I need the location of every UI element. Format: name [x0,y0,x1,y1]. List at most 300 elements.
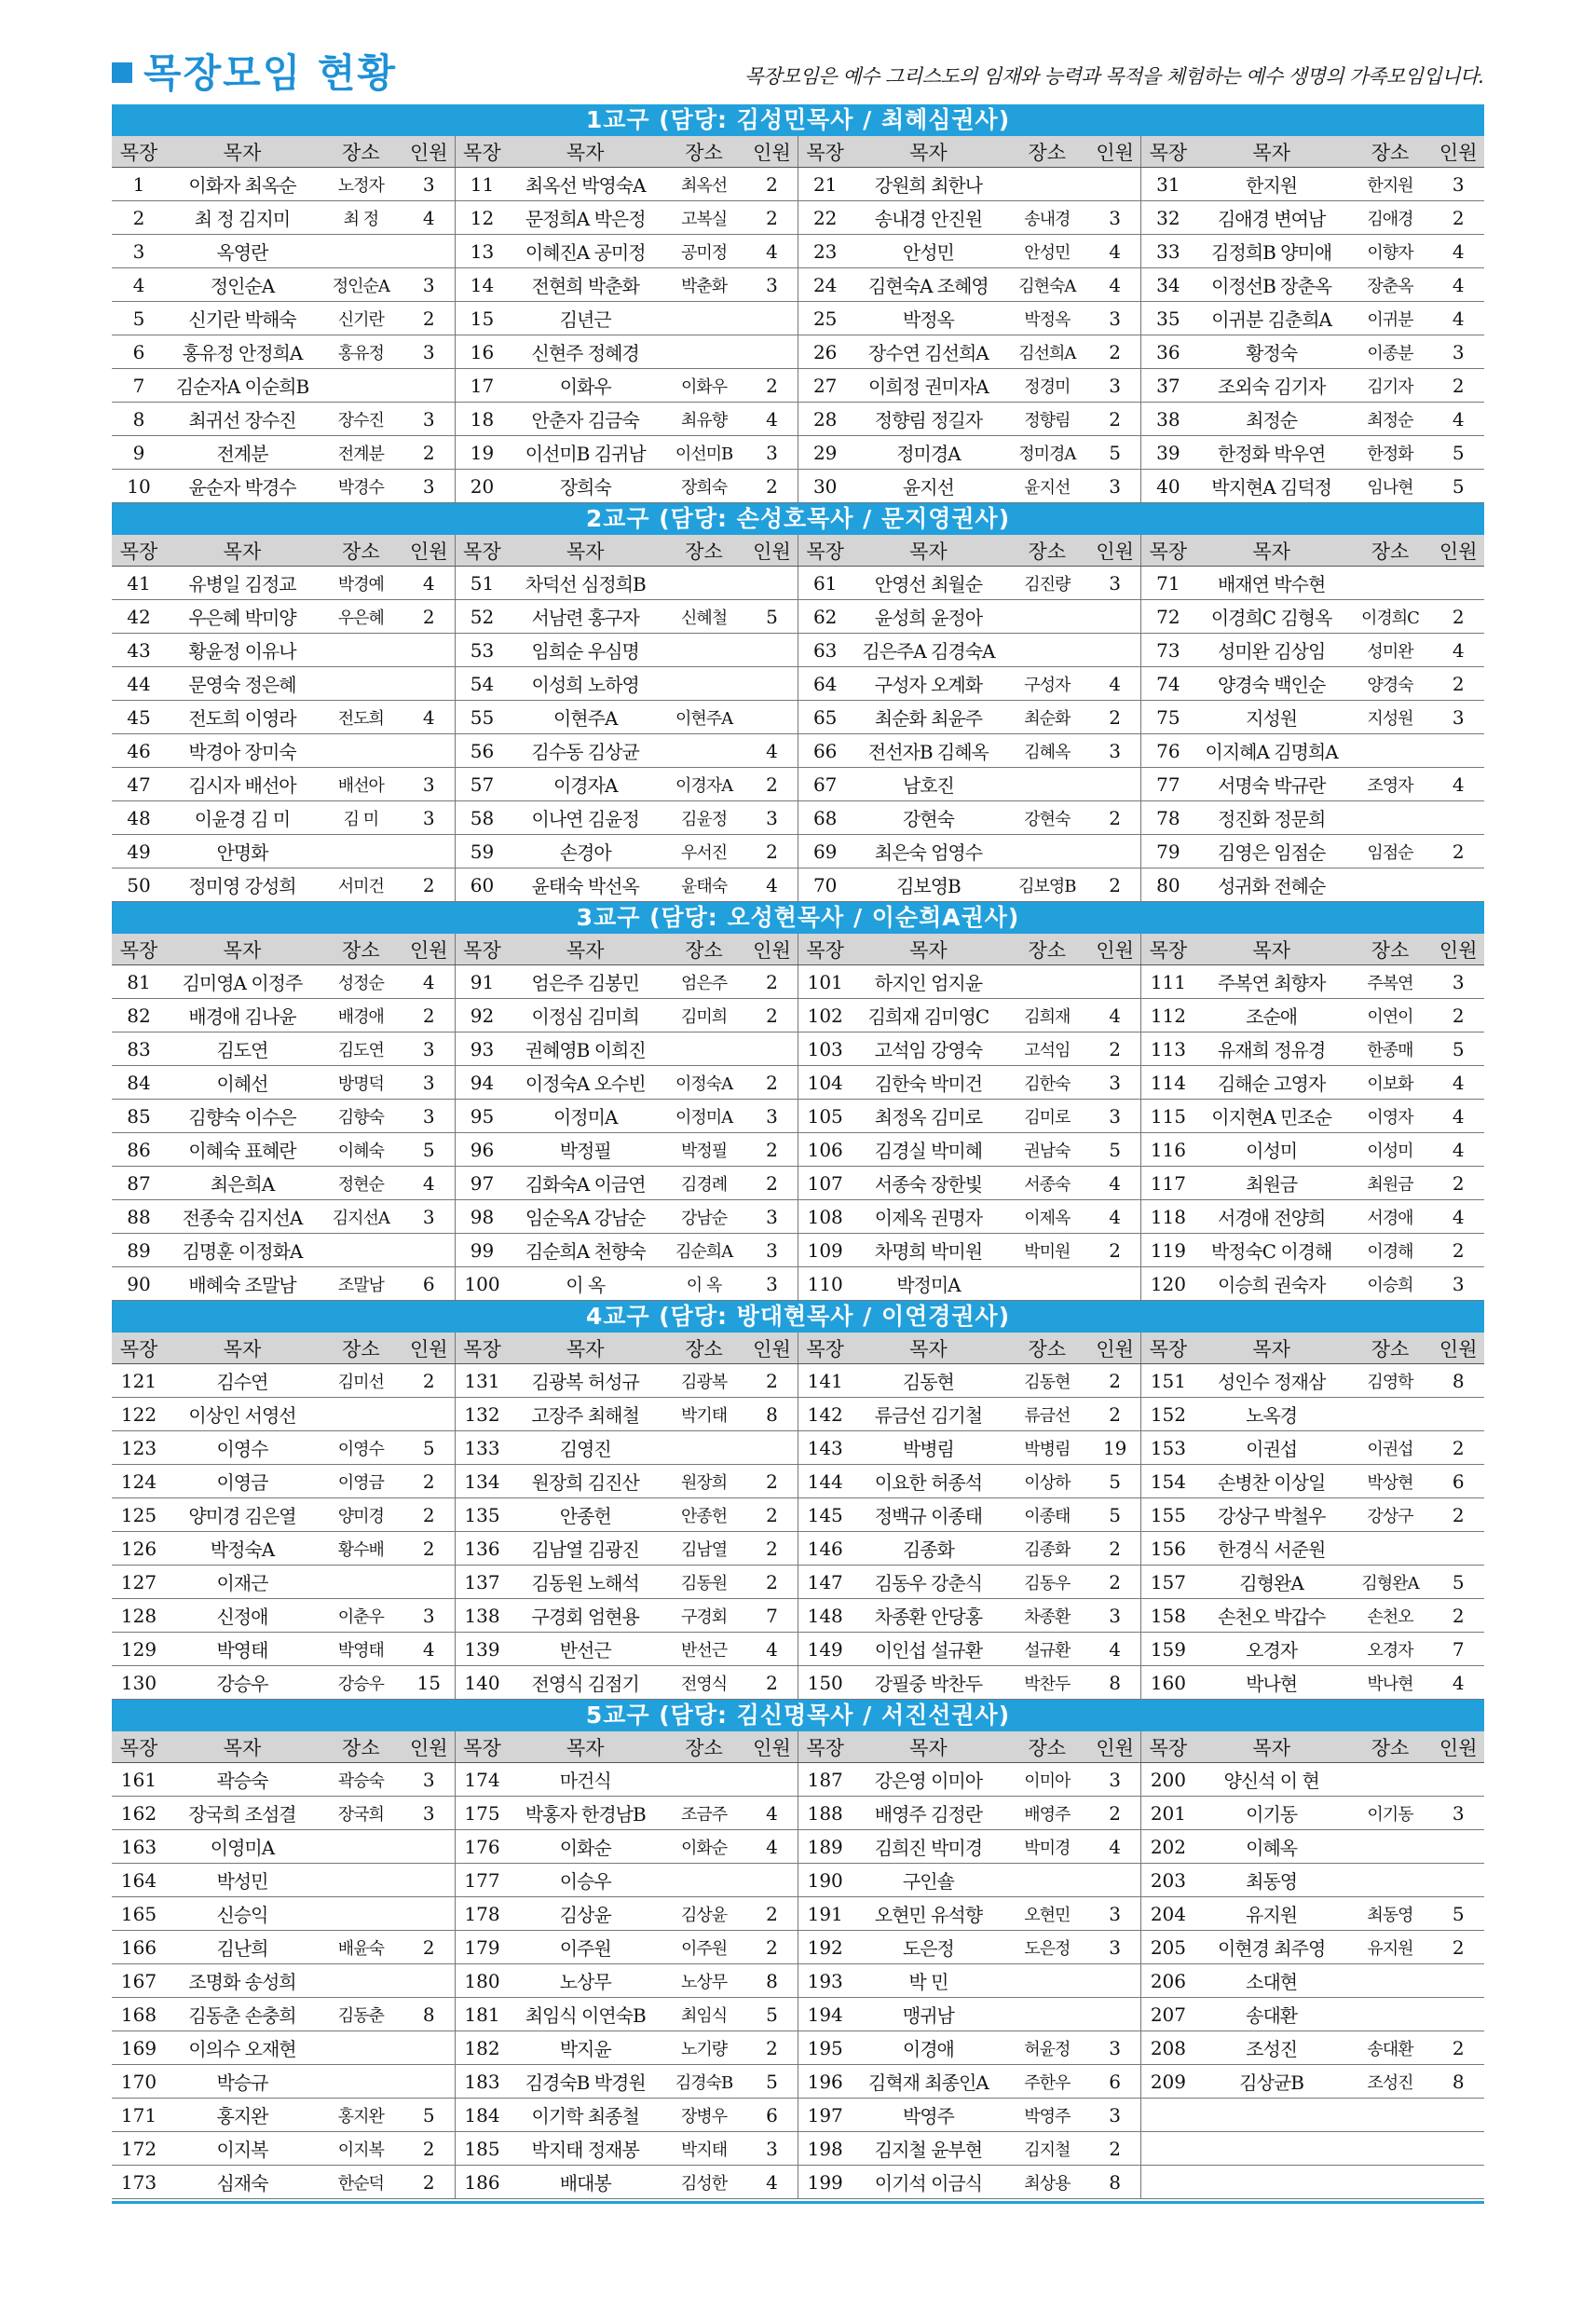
group-number: 193 [798,1964,852,1998]
leader-names: 정미영 강성희 [166,868,319,902]
group-number: 158 [1141,1599,1195,1633]
meeting-place: 김미희 [662,999,746,1032]
member-count [746,1763,798,1797]
member-count: 3 [1089,2031,1140,2065]
meeting-place: 김경례 [662,1167,746,1200]
group-number: 60 [455,868,509,902]
leader-names: 차명희 박미원 [852,1234,1004,1267]
meeting-place [1004,1864,1089,1897]
meeting-place: 이영금 [319,1465,403,1498]
leader-names: 이기학 최종철 [509,2099,662,2132]
group-number: 157 [1141,1566,1195,1599]
column-header: 목자 [166,535,319,567]
leader-names: 오경자 [1195,1633,1348,1666]
leader-names: 최정옥 김미로 [852,1100,1004,1133]
meeting-place: 정인순A [319,268,403,302]
meeting-place [1348,868,1433,902]
group-number: 165 [112,1897,166,1931]
leader-names: 이현경 최주영 [1195,1931,1348,1964]
meeting-place: 이주원 [662,1931,746,1964]
meeting-place [319,1897,403,1931]
member-count [1432,1763,1484,1797]
column-header: 목장 [798,535,852,567]
group-number: 183 [455,2065,509,2099]
meeting-place: 조성진 [1348,2065,1433,2099]
group-number: 64 [798,667,852,701]
meeting-place: 송내경 [1004,201,1089,235]
meeting-place [1004,634,1089,667]
member-count: 2 [403,302,455,335]
member-count: 3 [1089,302,1140,335]
leader-names: 박승규 [166,2065,319,2099]
leader-names: 정미경A [852,436,1004,470]
meeting-place: 노상무 [662,1964,746,1998]
group-number: 94 [455,1066,509,1100]
meeting-place: 김선희A [1004,335,1089,369]
leader-names: 김상윤 [509,1897,662,1931]
group-number: 103 [798,1032,852,1066]
member-count [403,1566,455,1599]
member-count: 3 [746,268,798,302]
group-number: 98 [455,1200,509,1234]
member-count: 2 [1432,1234,1484,1267]
member-count [1432,2166,1484,2199]
member-count: 2 [746,1931,798,1964]
group-number: 180 [455,1964,509,1998]
meeting-place: 이미아 [1004,1763,1089,1797]
group-number: 169 [112,2031,166,2065]
column-header: 장소 [319,1333,403,1364]
leader-names: 송대환 [1195,1998,1348,2031]
member-count: 2 [1432,1431,1484,1465]
meeting-place [319,2065,403,2099]
meeting-place: 최유향 [662,403,746,436]
member-count: 2 [1089,1566,1140,1599]
member-count: 2 [1089,335,1140,369]
member-count: 2 [1432,1599,1484,1633]
column-header: 인원 [1089,1333,1140,1364]
leader-names: 신정애 [166,1599,319,1633]
meeting-place: 박영태 [319,1633,403,1666]
meeting-place: 이권섭 [1348,1431,1433,1465]
member-count: 4 [403,965,455,999]
meeting-place: 배윤숙 [319,1931,403,1964]
group-number: 38 [1141,403,1195,436]
member-count: 2 [1089,1032,1140,1066]
column-header: 목자 [509,1333,662,1364]
leader-names: 김동현 [852,1364,1004,1398]
group-number: 172 [112,2132,166,2166]
meeting-place: 김희재 [1004,999,1089,1032]
leader-names: 양신석 이 현 [1195,1763,1348,1797]
leader-names: 이지혜A 김명희A [1195,734,1348,768]
member-count: 4 [1432,403,1484,436]
group-number: 209 [1141,2065,1195,2099]
meeting-place: 김종화 [1004,1532,1089,1566]
roster-table [112,1731,1484,2199]
leader-names: 윤지선 [852,470,1004,503]
member-count [1432,1864,1484,1897]
member-count: 2 [746,999,798,1032]
meeting-place [1348,1532,1433,1566]
meeting-place: 유지원 [1348,1931,1433,1964]
group-number: 24 [798,268,852,302]
leader-names: 배대봉 [509,2166,662,2199]
leader-names: 김희재 김미영C [852,999,1004,1032]
group-number: 73 [1141,634,1195,667]
meeting-place: 서종숙 [1004,1167,1089,1200]
leader-names: 정인순A [166,268,319,302]
member-count: 4 [1089,235,1140,268]
member-count: 3 [1089,1100,1140,1133]
table-row [112,835,1484,868]
member-count: 2 [746,1666,798,1700]
meeting-place [319,667,403,701]
leader-names: 이기동 [1195,1797,1348,1830]
leader-names [1195,2132,1348,2166]
member-count [403,667,455,701]
group-number: 50 [112,868,166,902]
header-row [112,1333,1484,1364]
member-count: 3 [746,801,798,835]
leader-names: 김종화 [852,1532,1004,1566]
member-count: 4 [1432,768,1484,801]
leader-names: 김경숙B 박경원 [509,2065,662,2099]
group-number: 153 [1141,1431,1195,1465]
column-header: 장소 [1348,934,1433,965]
meeting-place: 이화우 [662,369,746,403]
member-count: 5 [403,1133,455,1167]
member-count [403,2065,455,2099]
table-row [112,1066,1484,1100]
group-number: 93 [455,1032,509,1066]
meeting-place [662,634,746,667]
leader-names: 이정미A [509,1100,662,1133]
member-count: 3 [746,2132,798,2166]
group-number: 75 [1141,701,1195,734]
meeting-place: 이승희 [1348,1267,1433,1301]
column-header: 장소 [1348,136,1433,168]
member-count [403,369,455,403]
meeting-place: 배선아 [319,768,403,801]
table-row [112,470,1484,503]
member-count: 5 [1089,1133,1140,1167]
page-subtitle: 목장모임은 예수 그리스도의 임재와 능력과 목적을 체험하는 예수 생명의 가족모임입니다. [744,65,1484,88]
meeting-place: 박정필 [662,1133,746,1167]
meeting-place: 이영자 [1348,1100,1433,1133]
group-number: 19 [455,436,509,470]
leader-names: 이성미 [1195,1133,1348,1167]
leader-names: 이화자 최옥순 [166,168,319,201]
group-number: 187 [798,1763,852,1797]
meeting-place [319,2031,403,2065]
column-header: 목장 [112,535,166,567]
group-number: 66 [798,734,852,768]
member-count: 3 [403,768,455,801]
meeting-place [662,667,746,701]
group-number: 40 [1141,470,1195,503]
member-count: 2 [1089,403,1140,436]
meeting-place: 이제옥 [1004,1200,1089,1234]
table-row [112,335,1484,369]
leader-names: 양경숙 백인순 [1195,667,1348,701]
meeting-place: 정미경A [1004,436,1089,470]
leader-names: 노옥경 [1195,1398,1348,1431]
leader-names: 서남련 홍구자 [509,600,662,634]
member-count [403,634,455,667]
meeting-place [1348,1964,1433,1998]
member-count [1432,734,1484,768]
leader-names: 한지원 [1195,168,1348,201]
meeting-place [1004,768,1089,801]
leader-names: 신기란 박해숙 [166,302,319,335]
group-number: 37 [1141,369,1195,403]
column-header: 장소 [1348,535,1433,567]
group-number: 138 [455,1599,509,1633]
group-number: 113 [1141,1032,1195,1066]
member-count: 3 [1089,734,1140,768]
group-number: 191 [798,1897,852,1931]
group-number: 199 [798,2166,852,2199]
column-header: 장소 [319,535,403,567]
group-number: 164 [112,1864,166,1897]
meeting-place: 최옥선 [662,168,746,201]
group-number: 86 [112,1133,166,1167]
table-row [112,1398,1484,1431]
leader-names: 김동우 강춘식 [852,1566,1004,1599]
column-header: 목자 [509,136,662,168]
member-count: 2 [403,2132,455,2166]
column-header: 장소 [1004,136,1089,168]
leader-names: 장희숙 [509,470,662,503]
member-count: 2 [746,835,798,868]
column-header: 장소 [1348,1731,1433,1763]
leader-names: 장국희 조섬결 [166,1797,319,1830]
group-number: 7 [112,369,166,403]
meeting-place [1348,1830,1433,1864]
leader-names: 성미완 김상임 [1195,634,1348,667]
member-count: 3 [746,436,798,470]
leader-names: 이의수 오재현 [166,2031,319,2065]
meeting-place: 홍유정 [319,335,403,369]
group-number: 31 [1141,168,1195,201]
header-row [112,136,1484,168]
meeting-place: 최순화 [1004,701,1089,734]
member-count: 2 [746,168,798,201]
leader-names: 신현주 정혜경 [509,335,662,369]
member-count: 3 [1089,1599,1140,1633]
table-row [112,1032,1484,1066]
group-number: 155 [1141,1498,1195,1532]
table-row [112,1666,1484,1700]
meeting-place: 조말남 [319,1267,403,1301]
meeting-place: 이정숙A [662,1066,746,1100]
member-count: 4 [403,1167,455,1200]
column-header: 목장 [1141,1333,1195,1364]
meeting-place [319,1398,403,1431]
header-row [112,1731,1484,1763]
meeting-place: 설규환 [1004,1633,1089,1666]
group-number: 127 [112,1566,166,1599]
leader-names: 권혜영B 이희진 [509,1032,662,1066]
leader-names: 이윤경 김 미 [166,801,319,835]
member-count: 3 [1432,1797,1484,1830]
group-number: 18 [455,403,509,436]
member-count: 4 [1089,1633,1140,1666]
group-number: 118 [1141,1200,1195,1234]
leader-names: 전도희 이영라 [166,701,319,734]
column-header: 인원 [746,535,798,567]
member-count: 4 [1432,302,1484,335]
leader-names: 곽승숙 [166,1763,319,1797]
group-number: 81 [112,965,166,999]
leader-names: 유병일 김정교 [166,567,319,600]
group-number: 79 [1141,835,1195,868]
meeting-place: 김광복 [662,1364,746,1398]
group-number: 160 [1141,1666,1195,1700]
member-count: 2 [746,965,798,999]
header-row [112,934,1484,965]
table-row [112,302,1484,335]
leader-names: 김은주A 김경숙A [852,634,1004,667]
leader-names: 윤태숙 박선옥 [509,868,662,902]
member-count: 5 [1089,1465,1140,1498]
table-row [112,1864,1484,1897]
column-header: 장소 [1004,934,1089,965]
meeting-place: 박미원 [1004,1234,1089,1267]
meeting-place [1004,168,1089,201]
member-count: 3 [403,801,455,835]
leader-names: 이선미B 김귀남 [509,436,662,470]
leader-names: 서종숙 장한빛 [852,1167,1004,1200]
member-count: 3 [403,335,455,369]
member-count: 5 [1432,1032,1484,1066]
leader-names: 임희순 우심명 [509,634,662,667]
meeting-place: 고석임 [1004,1032,1089,1066]
meeting-place: 이지복 [319,2132,403,2166]
member-count: 3 [1432,701,1484,734]
leader-names: 소대현 [1195,1964,1348,1998]
leader-names: 차덕선 심정희B [509,567,662,600]
group-number: 97 [455,1167,509,1200]
group-number: 47 [112,768,166,801]
group-number: 15 [455,302,509,335]
meeting-place: 강상구 [1348,1498,1433,1532]
meeting-place [319,1864,403,1897]
leader-names: 김영진 [509,1431,662,1465]
member-count: 2 [1089,1797,1140,1830]
group-number: 131 [455,1364,509,1398]
meeting-place: 배영주 [1004,1797,1089,1830]
member-count: 4 [1432,1666,1484,1700]
group-number: 139 [455,1633,509,1666]
member-count: 6 [403,1267,455,1301]
table-row [112,634,1484,667]
table-row [112,1532,1484,1566]
group-number: 161 [112,1763,166,1797]
column-header: 목장 [798,934,852,965]
meeting-place: 노정자 [319,168,403,201]
group-number: 173 [112,2166,166,2199]
member-count: 3 [403,403,455,436]
meeting-place [1348,801,1433,835]
table-row [112,1431,1484,1465]
group-number: 104 [798,1066,852,1100]
group-number: 106 [798,1133,852,1167]
meeting-place: 황수배 [319,1532,403,1566]
column-header: 목자 [1195,934,1348,965]
meeting-place: 신기란 [319,302,403,335]
meeting-place [662,335,746,369]
meeting-place: 이경자A [662,768,746,801]
member-count: 4 [746,1797,798,1830]
leader-names: 조성진 [1195,2031,1348,2065]
table-row [112,567,1484,600]
leader-names: 전계분 [166,436,319,470]
group-number: 5 [112,302,166,335]
group-number: 69 [798,835,852,868]
meeting-place [662,1032,746,1066]
group-number: 194 [798,1998,852,2031]
member-count: 5 [746,2065,798,2099]
meeting-place: 구성자 [1004,667,1089,701]
meeting-place: 한종매 [1348,1032,1433,1066]
member-count: 4 [746,1633,798,1666]
leader-names: 정향림 정길자 [852,403,1004,436]
group-number: 56 [455,734,509,768]
group-number: 123 [112,1431,166,1465]
group-number: 196 [798,2065,852,2099]
group-number: 78 [1141,801,1195,835]
leader-names: 전영식 김점기 [509,1666,662,1700]
meeting-place: 장수진 [319,403,403,436]
meeting-place: 김지선A [319,1200,403,1234]
leader-names: 구성자 오계화 [852,667,1004,701]
leader-names: 박정숙C 이경해 [1195,1234,1348,1267]
group-number: 46 [112,734,166,768]
member-count: 4 [746,868,798,902]
meeting-place: 서경애 [1348,1200,1433,1234]
group-number: 21 [798,168,852,201]
member-count: 2 [403,1465,455,1498]
meeting-place: 성정순 [319,965,403,999]
group-number: 89 [112,1234,166,1267]
group-number: 171 [112,2099,166,2132]
group-number: 133 [455,1431,509,1465]
group-number: 11 [455,168,509,201]
member-count: 6 [1089,2065,1140,2099]
member-count [746,667,798,701]
group-number: 34 [1141,268,1195,302]
leader-names: 조순애 [1195,999,1348,1032]
member-count: 2 [746,369,798,403]
table-row [112,1566,1484,1599]
member-count: 4 [1432,1133,1484,1167]
meeting-place: 박영주 [1004,2099,1089,2132]
meeting-place: 김현숙A [1004,268,1089,302]
column-header: 목자 [166,1333,319,1364]
leader-names: 이인섭 설규환 [852,1633,1004,1666]
member-count: 3 [403,1200,455,1234]
meeting-place: 김향숙 [319,1100,403,1133]
meeting-place: 김동원 [662,1566,746,1599]
leader-names: 박 민 [852,1964,1004,1998]
leader-names: 김광복 허성규 [509,1364,662,1398]
leader-names: 강은영 이미아 [852,1763,1004,1797]
meeting-place: 한정화 [1348,436,1433,470]
leader-names: 김지철 윤부현 [852,2132,1004,2166]
leader-names: 박정필 [509,1133,662,1167]
